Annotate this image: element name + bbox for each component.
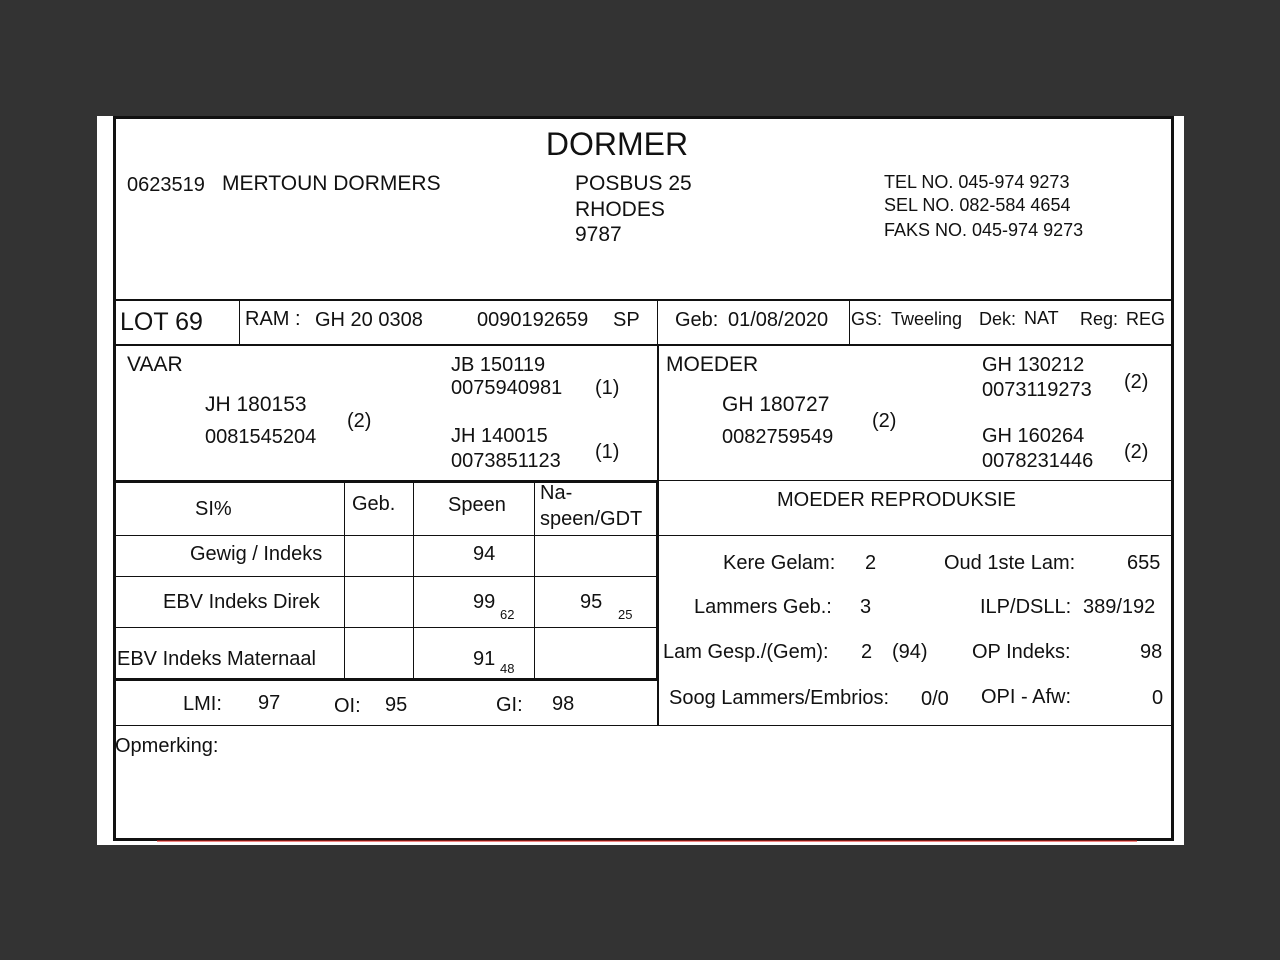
speen-value: 99 xyxy=(473,591,496,613)
ram-id: GH 20 0308 xyxy=(315,309,423,331)
breeder-number: 0623519 xyxy=(127,174,205,196)
row-label: EBV Indeks Direk xyxy=(163,591,320,613)
opi-label: OPI - Afw: xyxy=(981,686,1072,708)
divider xyxy=(239,299,240,345)
vaar-number: 0081545204 xyxy=(205,426,317,448)
divider xyxy=(113,678,659,681)
divider xyxy=(413,482,414,680)
vaar-sire-id: JB 150119 xyxy=(451,354,546,376)
kere-value: 2 xyxy=(865,552,877,574)
address-line-2: RHODES xyxy=(575,198,665,221)
gi-label: GI: xyxy=(496,694,523,716)
divider xyxy=(113,299,1174,301)
divider xyxy=(113,480,659,483)
oud-value: 655 xyxy=(1127,552,1161,574)
tel-number: TEL NO. 045-974 9273 xyxy=(884,172,1070,192)
reproduksie-title: MOEDER REPRODUKSIE xyxy=(777,489,1016,511)
soog-value: 0/0 xyxy=(921,688,949,710)
kere-label: Kere Gelam: xyxy=(723,552,836,574)
divider xyxy=(113,535,1174,536)
lmi-value: 97 xyxy=(258,692,281,714)
naspeen-value: 95 xyxy=(580,591,603,613)
footer-note-clipped xyxy=(157,840,1137,845)
registration-number: 0090192659 xyxy=(477,309,589,331)
vaar-id: JH 180153 xyxy=(205,393,307,416)
speen-value: 91 xyxy=(473,648,496,670)
moeder-sire-number: 0073119273 xyxy=(982,379,1092,401)
divider xyxy=(113,344,1174,346)
divider xyxy=(849,299,850,345)
oud-label: Oud 1ste Lam: xyxy=(944,552,1076,574)
speen-value: 94 xyxy=(473,543,496,565)
birth-date: 01/08/2020 xyxy=(728,309,829,331)
row-label: EBV Indeks Maternaal xyxy=(117,648,316,670)
address-line-3: 9787 xyxy=(575,223,622,246)
geb-label: Geb: xyxy=(675,309,719,331)
divider xyxy=(659,480,1174,481)
vaar-dam-id: JH 140015 xyxy=(451,425,548,447)
gesp-label: Lam Gesp./(Gem): xyxy=(663,641,829,663)
opi-value: 0 xyxy=(1152,687,1164,709)
frame-top xyxy=(113,116,1174,119)
lot-card xyxy=(97,116,1184,845)
faks-number: FAKS NO. 045-974 9273 xyxy=(884,220,1084,240)
dek-label: Dek: xyxy=(979,309,1017,329)
oi-value: 95 xyxy=(385,694,408,716)
speen-header: Speen xyxy=(448,494,506,516)
divider xyxy=(113,725,1174,726)
moeder-label: MOEDER xyxy=(666,353,759,376)
geb-header: Geb. xyxy=(352,493,396,515)
ilp-label: ILP/DSLL: xyxy=(980,596,1072,618)
page-title: DORMER xyxy=(545,126,689,162)
soog-label: Soog Lammers/Embrios: xyxy=(669,687,890,709)
row-label: Gewig / Indeks xyxy=(190,543,323,565)
divider xyxy=(534,482,535,680)
speen-subvalue: 48 xyxy=(500,661,515,676)
reg-value: REG xyxy=(1126,309,1166,329)
divider xyxy=(113,627,659,628)
moeder-dam-number: 0078231446 xyxy=(982,450,1094,472)
gesp-gem-value: (94) xyxy=(892,641,928,663)
vaar-count: (2) xyxy=(347,410,372,432)
address-line-1: POSBUS 25 xyxy=(575,172,692,195)
moeder-sire-count: (2) xyxy=(1124,371,1149,393)
moeder-id: GH 180727 xyxy=(722,393,830,416)
vaar-sire-number: 0075940981 xyxy=(451,377,563,399)
naspeen-subvalue: 25 xyxy=(618,607,633,622)
gs-value: Tweeling xyxy=(891,309,963,329)
divider xyxy=(113,576,659,577)
naspeen-header-1: Na- xyxy=(540,482,573,504)
lammers-value: 3 xyxy=(860,596,872,618)
moeder-count: (2) xyxy=(872,410,897,432)
dek-value: NAT xyxy=(1024,308,1059,328)
frame-right xyxy=(1171,116,1174,841)
breeder-name: MERTOUN DORMERS xyxy=(222,172,441,195)
vaar-sire-count: (1) xyxy=(595,377,620,399)
vaar-label: VAAR xyxy=(127,353,183,376)
naspeen-header-2: speen/GDT xyxy=(540,508,643,530)
lammers-label: Lammers Geb.: xyxy=(694,596,832,618)
moeder-dam-id: GH 160264 xyxy=(982,425,1085,447)
si-header: SI% xyxy=(195,498,232,520)
vaar-dam-number: 0073851123 xyxy=(451,450,561,472)
reg-label: Reg: xyxy=(1080,309,1119,329)
vaar-dam-count: (1) xyxy=(595,441,620,463)
oi-label: OI: xyxy=(334,695,361,717)
gi-value: 98 xyxy=(552,693,575,715)
lmi-label: LMI: xyxy=(183,693,222,715)
opmerking-label: Opmerking: xyxy=(115,735,219,757)
frame-left xyxy=(113,116,116,841)
moeder-sire-id: GH 130212 xyxy=(982,354,1085,376)
sel-number: SEL NO. 082-584 4654 xyxy=(884,195,1071,215)
gesp-value: 2 xyxy=(861,641,873,663)
ilp-value: 389/192 xyxy=(1083,596,1156,618)
op-label: OP Indeks: xyxy=(972,641,1071,663)
op-value: 98 xyxy=(1140,641,1163,663)
gs-label: GS: xyxy=(851,309,883,329)
lot-label: LOT 69 xyxy=(120,308,203,336)
divider xyxy=(657,299,658,345)
speen-subvalue: 62 xyxy=(500,607,515,622)
moeder-number: 0082759549 xyxy=(722,426,834,448)
divider xyxy=(344,482,345,680)
ram-label: RAM : xyxy=(245,308,301,330)
sp-flag: SP xyxy=(613,309,640,331)
divider xyxy=(656,480,659,680)
moeder-dam-count: (2) xyxy=(1124,441,1149,463)
